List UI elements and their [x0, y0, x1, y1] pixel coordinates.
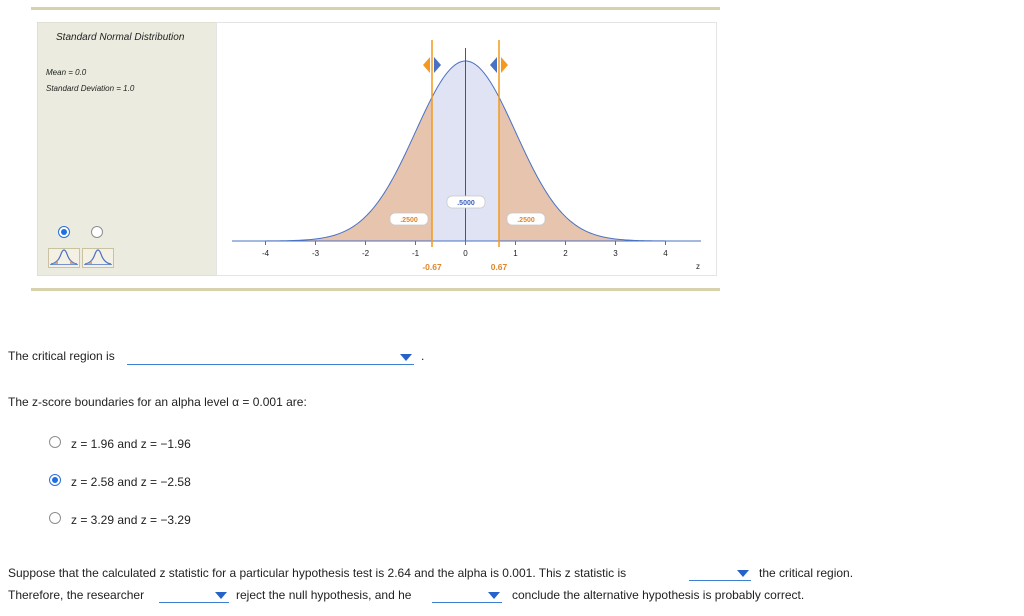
- chevron-down-icon: [488, 592, 500, 599]
- critical-region-dropdown[interactable]: [127, 350, 414, 365]
- option-radio-3-29[interactable]: [49, 512, 61, 524]
- left-boundary-handle-left-arrow: [423, 57, 430, 73]
- inside-outside-dropdown[interactable]: [689, 566, 751, 581]
- x-axis-label: z: [696, 262, 700, 271]
- area-label-1: .5000: [457, 200, 475, 207]
- x-tick-label-7: 3: [613, 249, 618, 258]
- chevron-down-icon: [400, 354, 412, 361]
- two-tail-view-radio[interactable]: [58, 226, 70, 238]
- x-tick-label-5: 1: [513, 249, 518, 258]
- x-tick-label-4: 0: [463, 249, 468, 258]
- one-tail-view-radio[interactable]: [91, 226, 103, 238]
- z-boundaries-prompt: The z-score boundaries for an alpha level α = 0.001 are:: [8, 395, 307, 409]
- x-tick-label-8: 4: [663, 249, 668, 258]
- right-boundary-handle-left-arrow: [490, 57, 497, 73]
- boundary-label-0: -0.67: [422, 262, 442, 272]
- sd-label: Standard Deviation = 1.0: [46, 84, 135, 93]
- chevron-down-icon: [737, 570, 749, 577]
- option-label-1-96[interactable]: z = 1.96 and z = −1.96: [71, 437, 191, 451]
- distribution-info-panel: [37, 22, 217, 276]
- mean-label: Mean = 0.0: [46, 68, 87, 77]
- x-tick-label-6: 2: [563, 249, 568, 258]
- reject-decision-dropdown[interactable]: [159, 588, 229, 603]
- critical-region-prompt: The critical region is: [8, 349, 115, 363]
- z-statistic-text-line1-end: the critical region.: [759, 566, 854, 580]
- option-radio-2-58[interactable]: [49, 474, 61, 486]
- area-label-0: .2500: [400, 217, 418, 224]
- panel-title: Standard Normal Distribution: [56, 32, 185, 43]
- option-label-2-58[interactable]: z = 2.58 and z = −2.58: [71, 475, 191, 489]
- normal-curve-chart[interactable]: [217, 23, 716, 275]
- two-tail-view-icon[interactable]: [48, 248, 80, 268]
- option-radio-1-96[interactable]: [49, 436, 61, 448]
- option-label-3-29[interactable]: z = 3.29 and z = −3.29: [71, 513, 191, 527]
- conclude-decision-dropdown[interactable]: [432, 588, 502, 603]
- x-tick-label-1: -3: [311, 249, 320, 258]
- distribution-chart-area: [216, 22, 717, 276]
- chevron-down-icon: [215, 592, 227, 599]
- boundary-label-1: 0.67: [490, 262, 508, 272]
- x-tick-label-3: -1: [411, 249, 420, 258]
- reject-null-text: reject the null hypothesis, and he: [236, 588, 412, 602]
- bottom-rule: [31, 288, 720, 291]
- one-tail-view-icon[interactable]: [82, 248, 114, 268]
- z-statistic-text-line1: Suppose that the calculated z statistic for a particular hypothesis test is 2.64 and the alpha is 0.001. This z statistic is: [8, 566, 627, 580]
- area-label-2: .2500: [517, 217, 535, 224]
- conclude-text: conclude the alternative hypothesis is probably correct.: [512, 588, 805, 602]
- critical-region-suffix: .: [421, 349, 425, 363]
- researcher-text: Therefore, the researcher: [8, 588, 145, 602]
- x-tick-label-2: -2: [361, 249, 370, 258]
- x-tick-label-0: -4: [261, 249, 270, 258]
- top-rule: [31, 7, 720, 10]
- left-boundary-handle-right-arrow: [434, 57, 441, 73]
- right-boundary-handle-right-arrow: [501, 57, 508, 73]
